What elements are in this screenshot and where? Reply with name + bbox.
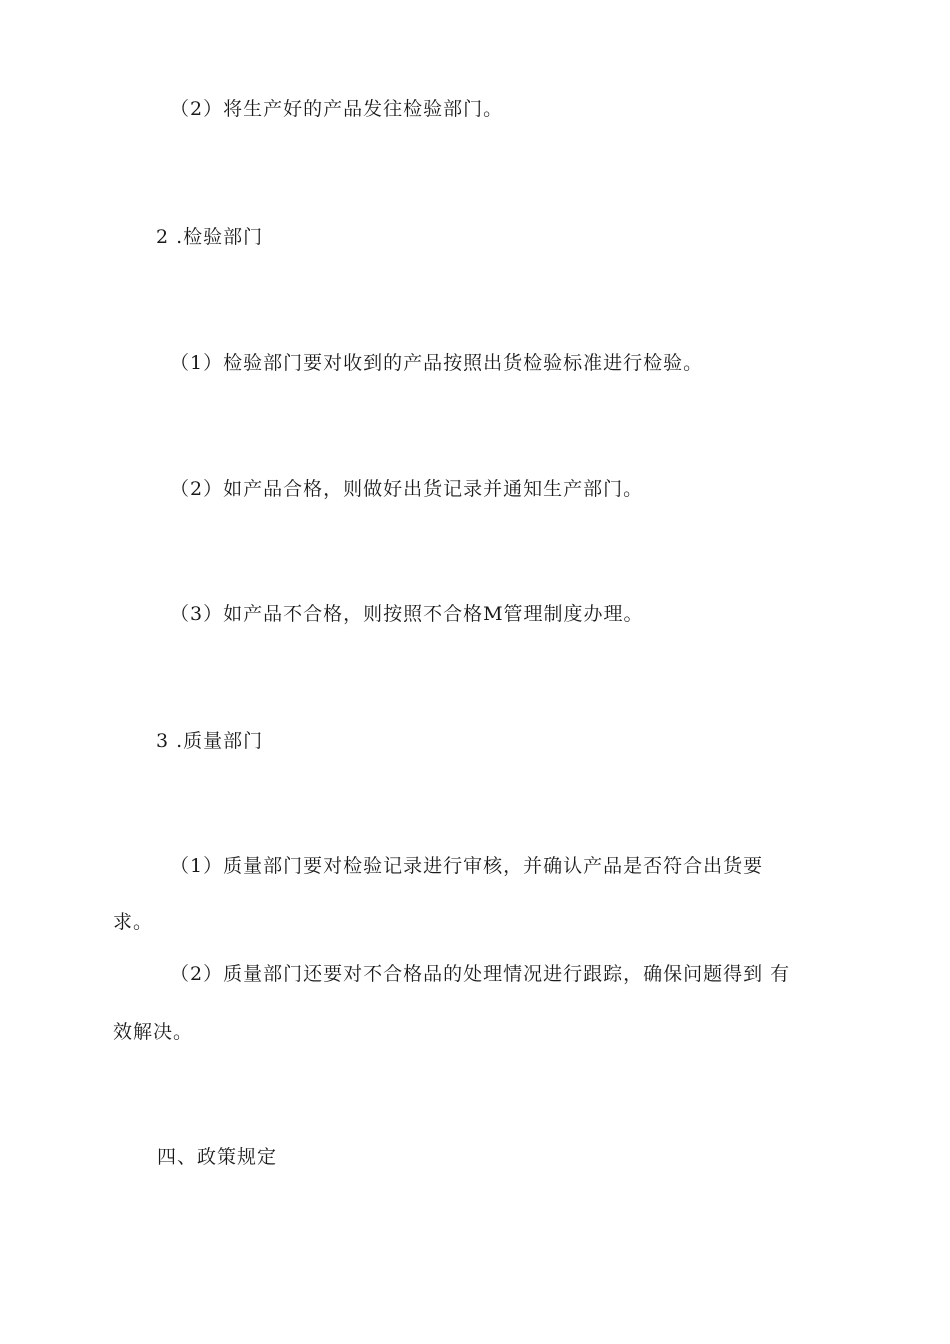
- list-item-send-to-inspection: （2）将生产好的产品发往检验部门。: [170, 98, 504, 120]
- section-heading-quality-dept: 3 .质量部门: [156, 730, 264, 752]
- list-item-qualified-products: （2）如产品合格，则做好出货记录并通知生产部门。: [170, 478, 644, 500]
- list-item-review-records: （1）质量部门要对检验记录进行审核，并确认产品是否符合出货要: [170, 855, 764, 877]
- section-heading-policy: 四、政策规定: [157, 1146, 278, 1168]
- list-item-track-nonconforming: （2）质量部门还要对不合格品的处理情况进行跟踪，确保问题得到 有: [170, 963, 791, 985]
- list-item-inspect-products: （1）检验部门要对收到的产品按照出货检验标准进行检验。: [170, 352, 704, 374]
- list-item-review-records-cont: 求。: [113, 911, 154, 933]
- list-item-track-nonconforming-cont: 效解决。: [113, 1021, 194, 1043]
- list-item-unqualified-products: （3）如产品不合格，则按照不合格M管理制度办理。: [170, 603, 644, 625]
- section-heading-inspection-dept: 2 .检验部门: [156, 226, 264, 248]
